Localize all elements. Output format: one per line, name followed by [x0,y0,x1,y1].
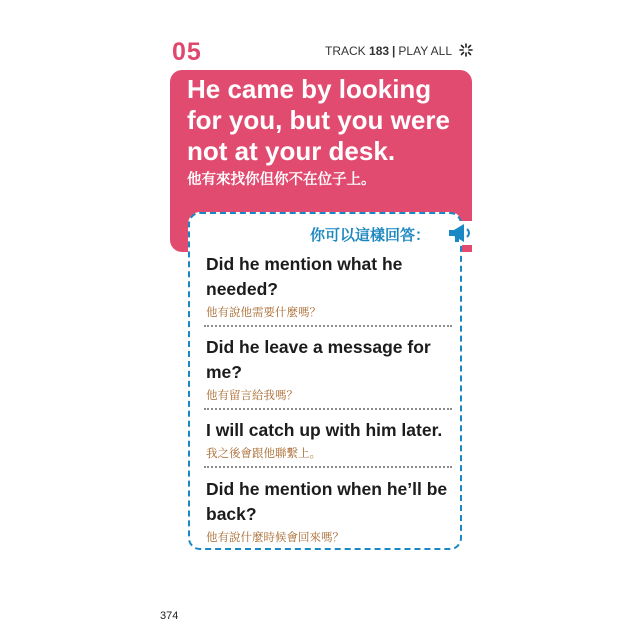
page-number: 374 [160,610,179,622]
response-item [206,335,452,404]
track-number: 183 [369,44,390,58]
response-english: Did he leave a message for me? [206,337,431,382]
track-label: TRACK [325,44,366,58]
play-burst-icon [459,43,473,57]
play-all-label: PLAY ALL [398,44,453,58]
section-number: 05 [172,38,202,66]
audio-track-label[interactable] [325,44,473,62]
responses-heading: 你可以這樣回答： [309,226,430,244]
dotted-divider [204,408,452,410]
response-item [206,418,452,462]
dotted-divider [204,466,452,468]
response-english: I will catch up with him later. [206,420,443,440]
response-english: Did he mention what he needed? [206,254,403,299]
prompt-chinese: 他有來找你但你不在位子上。 [187,172,376,188]
response-chinese: 他有說他需要什麼嗎？ [206,305,321,319]
responses-card [188,212,462,550]
speaker-icon [444,221,474,245]
response-chinese: 他有留言給我嗎？ [206,388,298,402]
dotted-divider [204,325,452,327]
response-item [206,252,452,321]
response-item [206,477,452,546]
response-chinese: 他有說什麼時候會回來嗎？ [206,530,344,544]
track-separator: | [392,44,396,58]
response-english: Did he mention when he’ll be back? [206,479,448,524]
prompt-english: He came by looking for you, but you were not at your desk. [187,74,450,166]
response-chinese: 我之後會跟他聯繫上。 [206,446,321,460]
